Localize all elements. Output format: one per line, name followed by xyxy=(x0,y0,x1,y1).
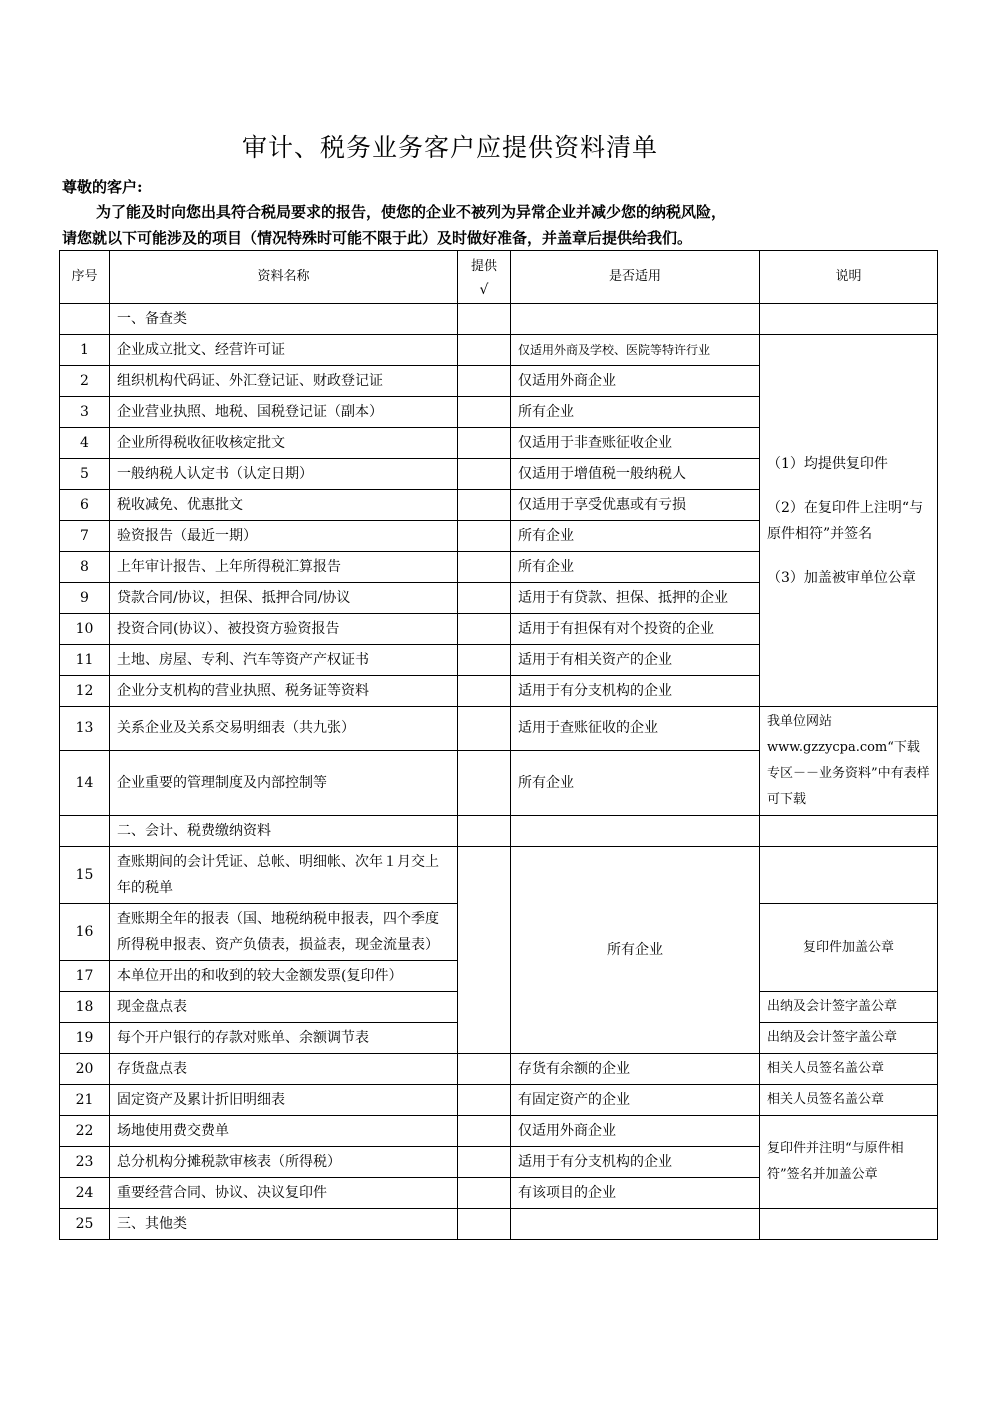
row-no: 15 xyxy=(60,847,110,904)
row-no: 14 xyxy=(60,750,110,815)
row-name: 投资合同(协议）、被投资方验资报告 xyxy=(110,614,458,645)
table-row xyxy=(60,1116,938,1147)
row-applicable: 所有企业 xyxy=(511,521,760,552)
row-no: 17 xyxy=(60,961,110,992)
row-name: 场地使用费交费单 xyxy=(110,1116,458,1147)
row-applicable: 仅适用于非查账征收企业 xyxy=(511,428,760,459)
table-row xyxy=(60,1209,938,1240)
provide-cell[interactable] xyxy=(458,459,511,490)
greeting: 尊敬的客户: xyxy=(62,178,143,196)
table-header-row xyxy=(60,251,938,304)
copy-note: 复印件并注明“与原件相符”签名并加盖公章 xyxy=(760,1116,938,1209)
row-no: 19 xyxy=(60,1023,110,1054)
row-name: 存货盘点表 xyxy=(110,1054,458,1085)
row-name: 总分机构分摊税款审核表（所得税） xyxy=(110,1147,458,1178)
table-row xyxy=(60,335,938,366)
copy-seal-note: 复印件加盖公章 xyxy=(760,904,938,992)
row-name: 关系企业及关系交易明细表（共九张） xyxy=(110,707,458,751)
header-provide-label: 提供 xyxy=(470,259,497,274)
row-applicable: 仅适用外商及学校、医院等特许行业 xyxy=(511,335,760,366)
row-name: 一般纳税人认定书（认定日期） xyxy=(110,459,458,490)
provide-cell[interactable] xyxy=(458,1147,511,1178)
note-line: （2）在复印件上注明“与原件相符”并签名 xyxy=(767,499,924,542)
note-line: （1）均提供复印件 xyxy=(767,455,888,472)
row-applicable: 所有企业 xyxy=(511,397,760,428)
note-line: （3）加盖被审单位公章 xyxy=(767,569,916,586)
row-no: 20 xyxy=(60,1054,110,1085)
row-applicable: 仅适用于享受优惠或有亏损 xyxy=(511,490,760,521)
row-no: 7 xyxy=(60,521,110,552)
row-name: 重要经营合同、协议、决议复印件 xyxy=(110,1178,458,1209)
row-name: 现金盘点表 xyxy=(110,992,458,1023)
row-name: 查账期间的会计凭证、总帐、明细帐、次年１月交上年的税单 xyxy=(110,847,458,904)
notes-group-1 xyxy=(760,335,938,707)
row-no: 2 xyxy=(60,366,110,397)
provide-cell[interactable] xyxy=(458,490,511,521)
table-row xyxy=(60,1054,938,1085)
row-applicable: 所有企业 xyxy=(511,750,760,815)
provide-cell[interactable] xyxy=(458,676,511,707)
check-mark-icon: √ xyxy=(479,282,489,298)
row-no: 22 xyxy=(60,1116,110,1147)
row-no: 16 xyxy=(60,904,110,961)
row-description: 相关人员签名盖公章 xyxy=(760,1054,938,1085)
row-name: 三、其他类 xyxy=(110,1209,458,1240)
header-applicable: 是否适用 xyxy=(511,251,760,304)
section-label: 一、备查类 xyxy=(110,304,458,335)
row-applicable: 适用于有贷款、担保、抵押的企业 xyxy=(511,583,760,614)
row-applicable: 仅适用于增值税一般纳税人 xyxy=(511,459,760,490)
row-applicable: 适用于查账征收的企业 xyxy=(511,707,760,751)
provide-cell[interactable] xyxy=(458,552,511,583)
row-name: 上年审计报告、上年所得税汇算报告 xyxy=(110,552,458,583)
header-name: 资料名称 xyxy=(110,251,458,304)
section-label: 二、会计、税费缴纳资料 xyxy=(110,816,458,847)
cashier-seal-note: 出纳及会计签字盖公章 xyxy=(760,1023,938,1054)
row-name: 每个开户银行的存款对账单、余额调节表 xyxy=(110,1023,458,1054)
row-applicable: 存货有余额的企业 xyxy=(511,1054,760,1085)
row-applicable: 适用于有分支机构的企业 xyxy=(511,1147,760,1178)
row-applicable: 有该项目的企业 xyxy=(511,1178,760,1209)
row-name: 固定资产及累计折旧明细表 xyxy=(110,1085,458,1116)
section-row xyxy=(60,816,938,847)
provide-cell[interactable] xyxy=(458,847,511,1054)
row-name: 本单位开出的和收到的较大金额发票(复印件） xyxy=(110,961,458,992)
row-no: 25 xyxy=(60,1209,110,1240)
row-applicable: 适用于有相关资产的企业 xyxy=(511,645,760,676)
provide-cell[interactable] xyxy=(458,335,511,366)
provide-cell[interactable] xyxy=(458,1178,511,1209)
row-no: 23 xyxy=(60,1147,110,1178)
cashier-seal-note: 出纳及会计签字盖公章 xyxy=(760,992,938,1023)
table-row xyxy=(60,707,938,751)
row-no: 6 xyxy=(60,490,110,521)
provide-cell[interactable] xyxy=(458,521,511,552)
row-applicable: 有固定资产的企业 xyxy=(511,1085,760,1116)
provide-cell[interactable] xyxy=(458,707,511,751)
section-row xyxy=(60,304,938,335)
row-name: 企业营业执照、地税、国税登记证（副本） xyxy=(110,397,458,428)
row-no: 4 xyxy=(60,428,110,459)
row-name: 企业分支机构的营业执照、税务证等资料 xyxy=(110,676,458,707)
row-no: 1 xyxy=(60,335,110,366)
row-no: 10 xyxy=(60,614,110,645)
provide-cell[interactable] xyxy=(458,583,511,614)
row-no: 12 xyxy=(60,676,110,707)
row-name: 企业成立批文、经营许可证 xyxy=(110,335,458,366)
row-no: 21 xyxy=(60,1085,110,1116)
row-name: 企业所得税收征收核定批文 xyxy=(110,428,458,459)
header-description: 说明 xyxy=(760,251,938,304)
page-title: 审计、税务业务客户应提供资料清单 xyxy=(241,133,658,162)
row-applicable: 仅适用外商企业 xyxy=(511,366,760,397)
provide-cell[interactable] xyxy=(458,1054,511,1085)
row-no: 18 xyxy=(60,992,110,1023)
row-applicable: 适用于有担保有对个投资的企业 xyxy=(511,614,760,645)
row-no: 8 xyxy=(60,552,110,583)
provide-cell[interactable] xyxy=(458,428,511,459)
row-applicable: 所有企业 xyxy=(511,552,760,583)
materials-table xyxy=(59,250,938,1240)
website-note: 我单位网站www.gzzycpa.com“下载专区－－业务资料”中有表样可下载 xyxy=(760,707,938,816)
header-no: 序号 xyxy=(60,251,110,304)
provide-cell[interactable] xyxy=(458,1116,511,1147)
row-name: 税收减免、优惠批文 xyxy=(110,490,458,521)
header-provide xyxy=(458,251,511,304)
row-name: 贷款合同/协议，担保、抵押合同/协议 xyxy=(110,583,458,614)
provide-cell[interactable] xyxy=(458,750,511,815)
table-row xyxy=(60,1085,938,1116)
intro-line-1: 为了能及时向您出具符合税局要求的报告，使您的企业不被列为异常企业并减少您的纳税风险， xyxy=(96,203,727,221)
provide-cell[interactable] xyxy=(458,645,511,676)
provide-cell[interactable] xyxy=(458,397,511,428)
row-applicable: 适用于有分支机构的企业 xyxy=(511,676,760,707)
all-companies-cell: 所有企业 xyxy=(511,847,760,1054)
row-no: 11 xyxy=(60,645,110,676)
row-name: 企业重要的管理制度及内部控制等 xyxy=(110,750,458,815)
row-no: 9 xyxy=(60,583,110,614)
row-name: 查账期全年的报表（国、地税纳税申报表，四个季度所得税申报表、资产负债表，损益表，现金流量表） xyxy=(110,904,458,961)
row-name: 组织机构代码证、外汇登记证、财政登记证 xyxy=(110,366,458,397)
row-name: 验资报告（最近一期） xyxy=(110,521,458,552)
row-no: 3 xyxy=(60,397,110,428)
table-row xyxy=(60,847,938,904)
provide-cell[interactable] xyxy=(458,1085,511,1116)
provide-cell[interactable] xyxy=(458,614,511,645)
row-no: 13 xyxy=(60,707,110,751)
row-no: 24 xyxy=(60,1178,110,1209)
intro-line-2: 请您就以下可能涉及的项目（情况特殊时可能不限于此）及时做好准备，并盖章后提供给我们。 xyxy=(62,229,693,247)
row-no: 5 xyxy=(60,459,110,490)
row-description: 相关人员签名盖公章 xyxy=(760,1085,938,1116)
provide-cell[interactable] xyxy=(458,366,511,397)
provide-cell[interactable] xyxy=(458,1209,511,1240)
row-applicable: 仅适用外商企业 xyxy=(511,1116,760,1147)
row-name: 土地、房屋、专利、汽车等资产产权证书 xyxy=(110,645,458,676)
